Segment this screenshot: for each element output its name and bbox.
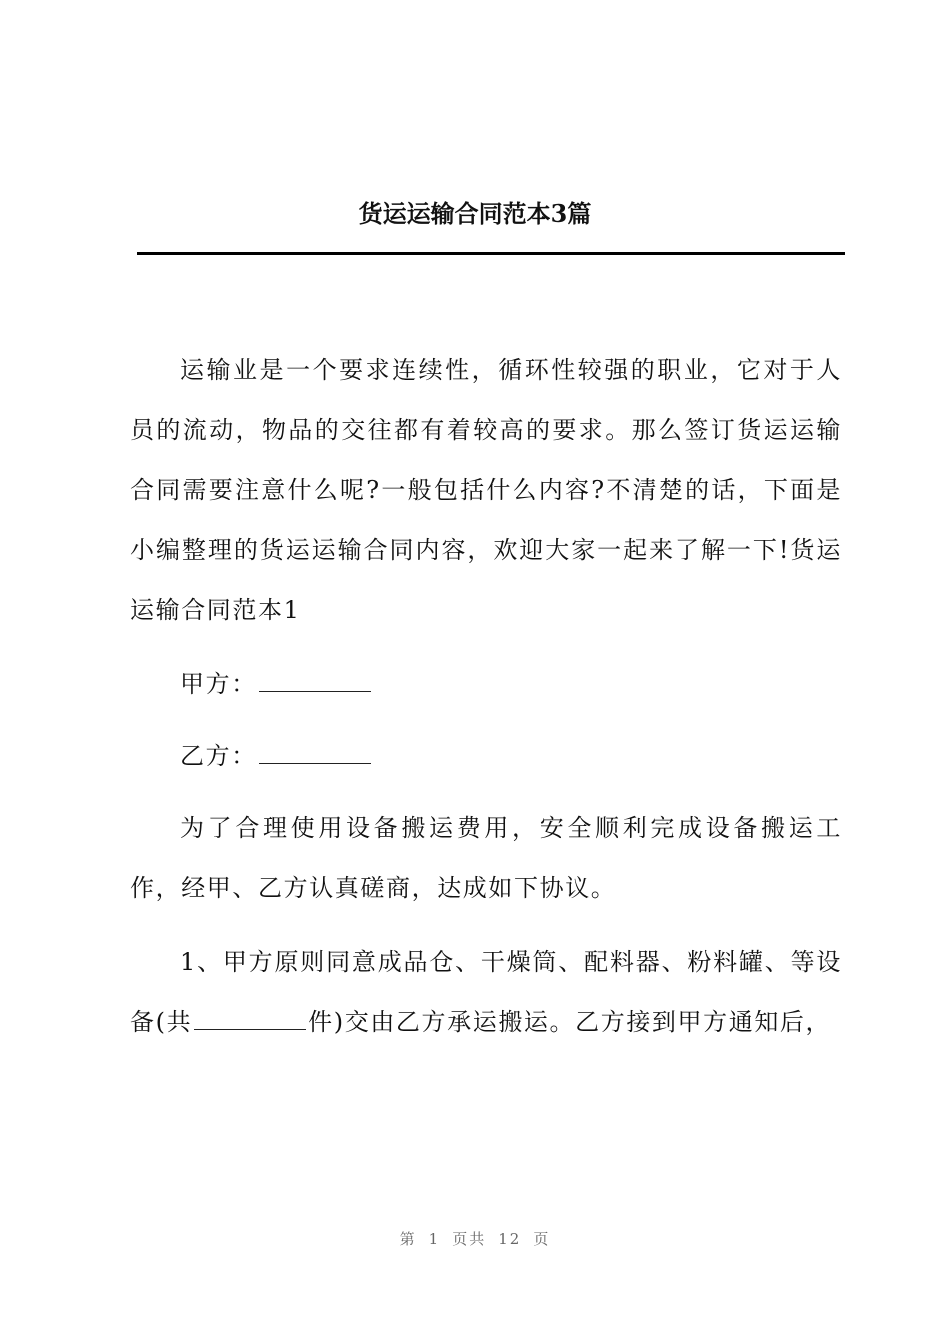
page-footer (0, 1228, 950, 1249)
clause-1-paragraph (130, 932, 842, 1052)
party-b-label: 乙方： (180, 742, 257, 770)
clause-1-text-end: 件)交由乙方承运搬运。乙方接到甲方通知后， (308, 1008, 832, 1036)
footer-page-of-label: 页共 (452, 1230, 487, 1248)
equipment-count-blank (194, 1007, 306, 1030)
intro-paragraph: 运输业是一个要求连续性，循环性较强的职业，它对于人员的流动，物品的交往都有着较高的要求。那么签订货运运输合同需要注意什么呢?一般包括什么内容?不清楚的话，下面是小编整理的货运运输合同内容，欢迎大家一起来了解一下!货运运输合同范本1 (130, 356, 842, 624)
party-a-blank (259, 669, 371, 692)
party-b-blank (259, 741, 371, 764)
footer-page-suffix: 页 (533, 1230, 551, 1248)
footer-page-number: 1 (428, 1230, 441, 1248)
party-b-line (130, 726, 842, 786)
clause-1-text-start: 1、甲方原则同意成品仓、干燥筒、配料器、粉料罐、等设备(共 (130, 948, 842, 1036)
party-a-label: 甲方： (180, 670, 257, 698)
document-body (130, 340, 842, 1066)
title-divider (137, 252, 845, 255)
footer-page-label: 第 (399, 1230, 417, 1248)
party-a-line (130, 654, 842, 714)
purpose-paragraph: 为了合理使用设备搬运费用，安全顺利完成设备搬运工作，经甲、乙方认真磋商，达成如下协议。 (130, 814, 842, 902)
footer-total-pages: 12 (498, 1230, 522, 1248)
document-title: 货运运输合同范本3篇 (358, 199, 592, 228)
